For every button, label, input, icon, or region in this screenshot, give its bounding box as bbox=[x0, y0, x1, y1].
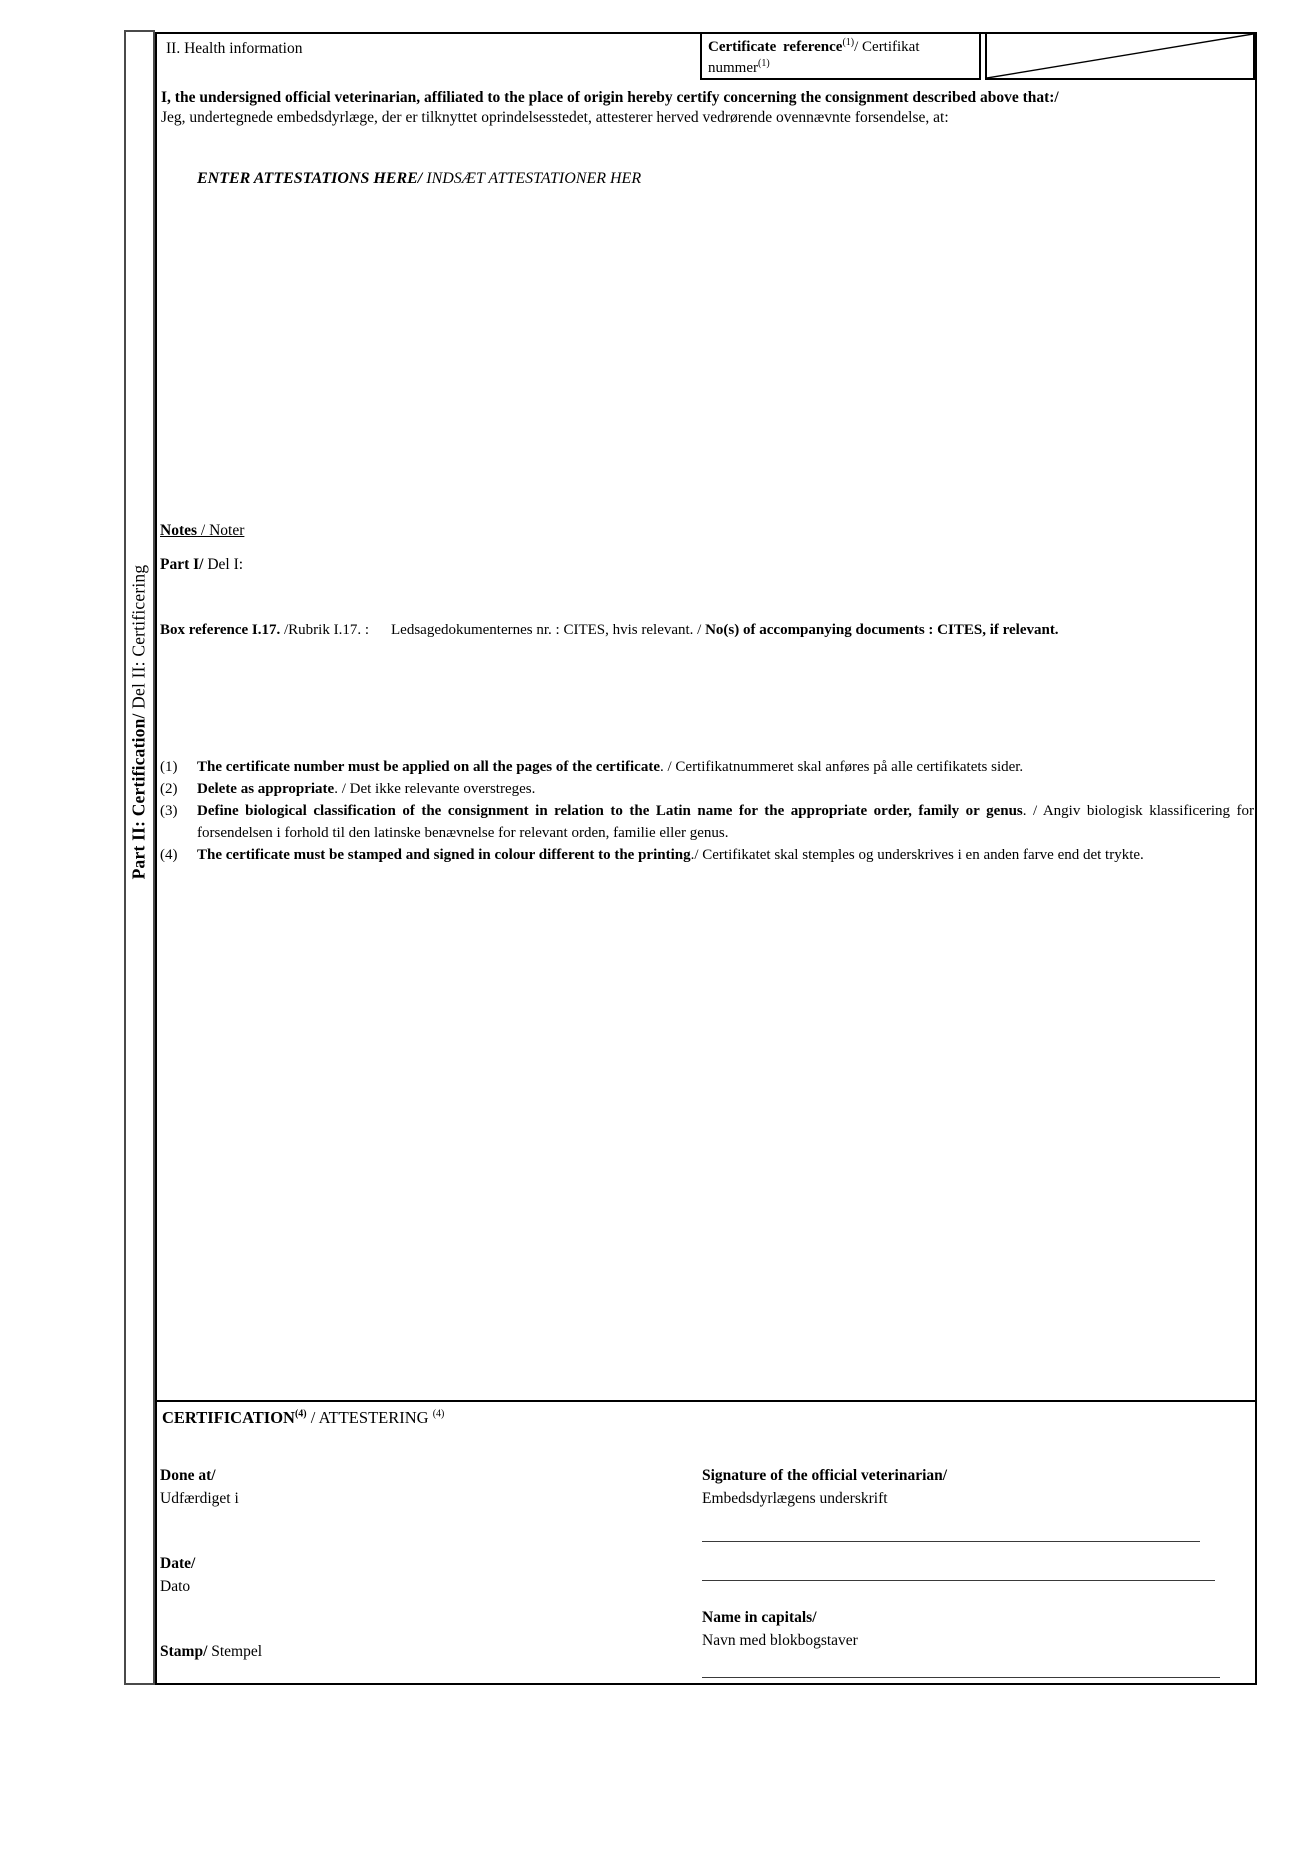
footnote-4 bbox=[160, 844, 1255, 866]
certificate-reference-entry-box[interactable] bbox=[985, 32, 1255, 80]
certify-statement-en: I, the undersigned official veterinarian, affiliated to the place of origin hereby certify concerning the consignment described above that:/ bbox=[161, 89, 1059, 106]
footnote-2 bbox=[160, 778, 1255, 800]
box-reference-en: No(s) of accompanying documents : CITES, if relevant. bbox=[705, 622, 1059, 638]
part1-heading bbox=[160, 556, 243, 574]
certify-statement bbox=[161, 88, 1251, 127]
certificate-reference-line1 bbox=[708, 37, 973, 58]
certification-heading-da: / ATTESTERING bbox=[306, 1408, 433, 1427]
footnote-marker-4: (4) bbox=[294, 1408, 307, 1420]
box-reference-note bbox=[160, 622, 1059, 639]
certification-heading-en: CERTIFICATION bbox=[162, 1408, 295, 1427]
notes-heading-en: Notes bbox=[160, 522, 198, 539]
footnote-4-en: The certificate must be stamped and signed in colour different to the printing bbox=[197, 847, 691, 863]
footnote-3-line2: forsendelsen i forhold til den latinske benævnelse for relevant orden, familie eller genus. bbox=[197, 825, 729, 841]
certificate-reference-nummer: nummer bbox=[708, 60, 758, 76]
footnote-2-da: . / Det ikke relevante overstreges. bbox=[334, 781, 536, 797]
part2-sidebar-label bbox=[129, 565, 150, 880]
date-label-da: Dato bbox=[160, 1578, 191, 1595]
signature-line[interactable] bbox=[702, 1541, 1200, 1542]
footnote-2-en: Delete as appropriate bbox=[197, 781, 335, 797]
date-line[interactable] bbox=[702, 1580, 1215, 1581]
part2-sidebar-label-en: Part II: Certification/ bbox=[128, 713, 149, 880]
footnote-1-da: . / Certifikatnummeret skal anføres på alle certifikatets sider. bbox=[659, 759, 1024, 775]
footnote-3-da-start: . / Angiv biologisk klassificering for bbox=[1022, 803, 1254, 819]
notes-heading bbox=[160, 522, 244, 540]
certificate-reference-line2 bbox=[708, 58, 973, 79]
name-in-capitals-label bbox=[702, 1606, 858, 1652]
date-label-en: Date/ bbox=[160, 1555, 196, 1572]
footnote-marker-4b: (4) bbox=[432, 1408, 445, 1420]
attestations-placeholder[interactable] bbox=[197, 170, 641, 188]
part1-heading-en: Part I/ bbox=[160, 556, 204, 573]
health-information-heading: II. Health information bbox=[166, 40, 303, 57]
footnote-marker-1b: (1) bbox=[758, 58, 770, 69]
box-reference-label: Box reference I.17. bbox=[160, 622, 284, 638]
footnote-3-en: Define biological classification of the consignment in relation to the Latin name for the appropriate order, family or genus bbox=[197, 803, 1023, 819]
attestations-placeholder-da: INDSÆT ATTESTATIONER HER bbox=[422, 170, 642, 187]
stamp-field[interactable] bbox=[160, 1640, 262, 1663]
done-at-label-en: Done at/ bbox=[160, 1467, 216, 1484]
part1-heading-da: Del I: bbox=[203, 556, 244, 573]
certificate-reference-label-da: / Certifikat bbox=[854, 39, 920, 55]
box-reference-da: Ledsagedokumenternes nr. : CITES, hvis relevant. / bbox=[391, 622, 706, 638]
certify-statement-da: Jeg, undertegnede embedsdyrlæge, der er tilknyttet oprindelsesstedet, attesterer herved vedrørende ovennævnte forsendelse, at: bbox=[161, 108, 949, 126]
certificate-reference-label-en: Certificate reference bbox=[708, 39, 843, 55]
footnote-4-number: (4) bbox=[160, 847, 178, 863]
footnote-3-line1 bbox=[197, 800, 1254, 822]
certificate-reference-cell bbox=[700, 32, 981, 80]
footnote-3-number: (3) bbox=[160, 803, 178, 819]
footnote-marker-1: (1) bbox=[842, 37, 855, 48]
footnote-4-da: ./ Certifikatet skal stemples og underskrives i en anden farve end det trykte. bbox=[690, 847, 1144, 863]
notes-heading-da: / Noter bbox=[197, 522, 245, 539]
diagonal-slash-line bbox=[987, 34, 1253, 78]
signature-field-label bbox=[702, 1464, 947, 1510]
certification-heading bbox=[162, 1408, 444, 1428]
name-label-en: Name in capitals/ bbox=[702, 1609, 817, 1626]
footnote-2-number: (2) bbox=[160, 781, 178, 797]
signature-label-da: Embedsdyrlægens underskrift bbox=[702, 1490, 888, 1507]
stamp-label-en: Stamp/ bbox=[160, 1643, 208, 1660]
done-at-field bbox=[160, 1464, 239, 1510]
certification-divider-line bbox=[155, 1400, 1255, 1402]
name-label-da: Navn med blokbogstaver bbox=[702, 1632, 858, 1649]
date-field bbox=[160, 1552, 195, 1598]
done-at-label-da: Udfærdiget i bbox=[160, 1490, 239, 1507]
footnote-1-number: (1) bbox=[160, 759, 178, 775]
part2-sidebar-label-da: Del II: Certificering bbox=[128, 564, 149, 714]
stamp-label-da: Stempel bbox=[207, 1643, 263, 1660]
footnote-1 bbox=[160, 756, 1255, 778]
footnote-1-en: The certificate number must be applied on all the pages of the certificate bbox=[197, 759, 660, 775]
attestations-placeholder-en: ENTER ATTESTATIONS HERE/ bbox=[197, 170, 423, 187]
name-line[interactable] bbox=[702, 1677, 1220, 1678]
signature-label-en: Signature of the official veterinarian/ bbox=[702, 1467, 948, 1484]
box-reference-rubrik: /Rubrik I.17. : bbox=[284, 622, 369, 638]
